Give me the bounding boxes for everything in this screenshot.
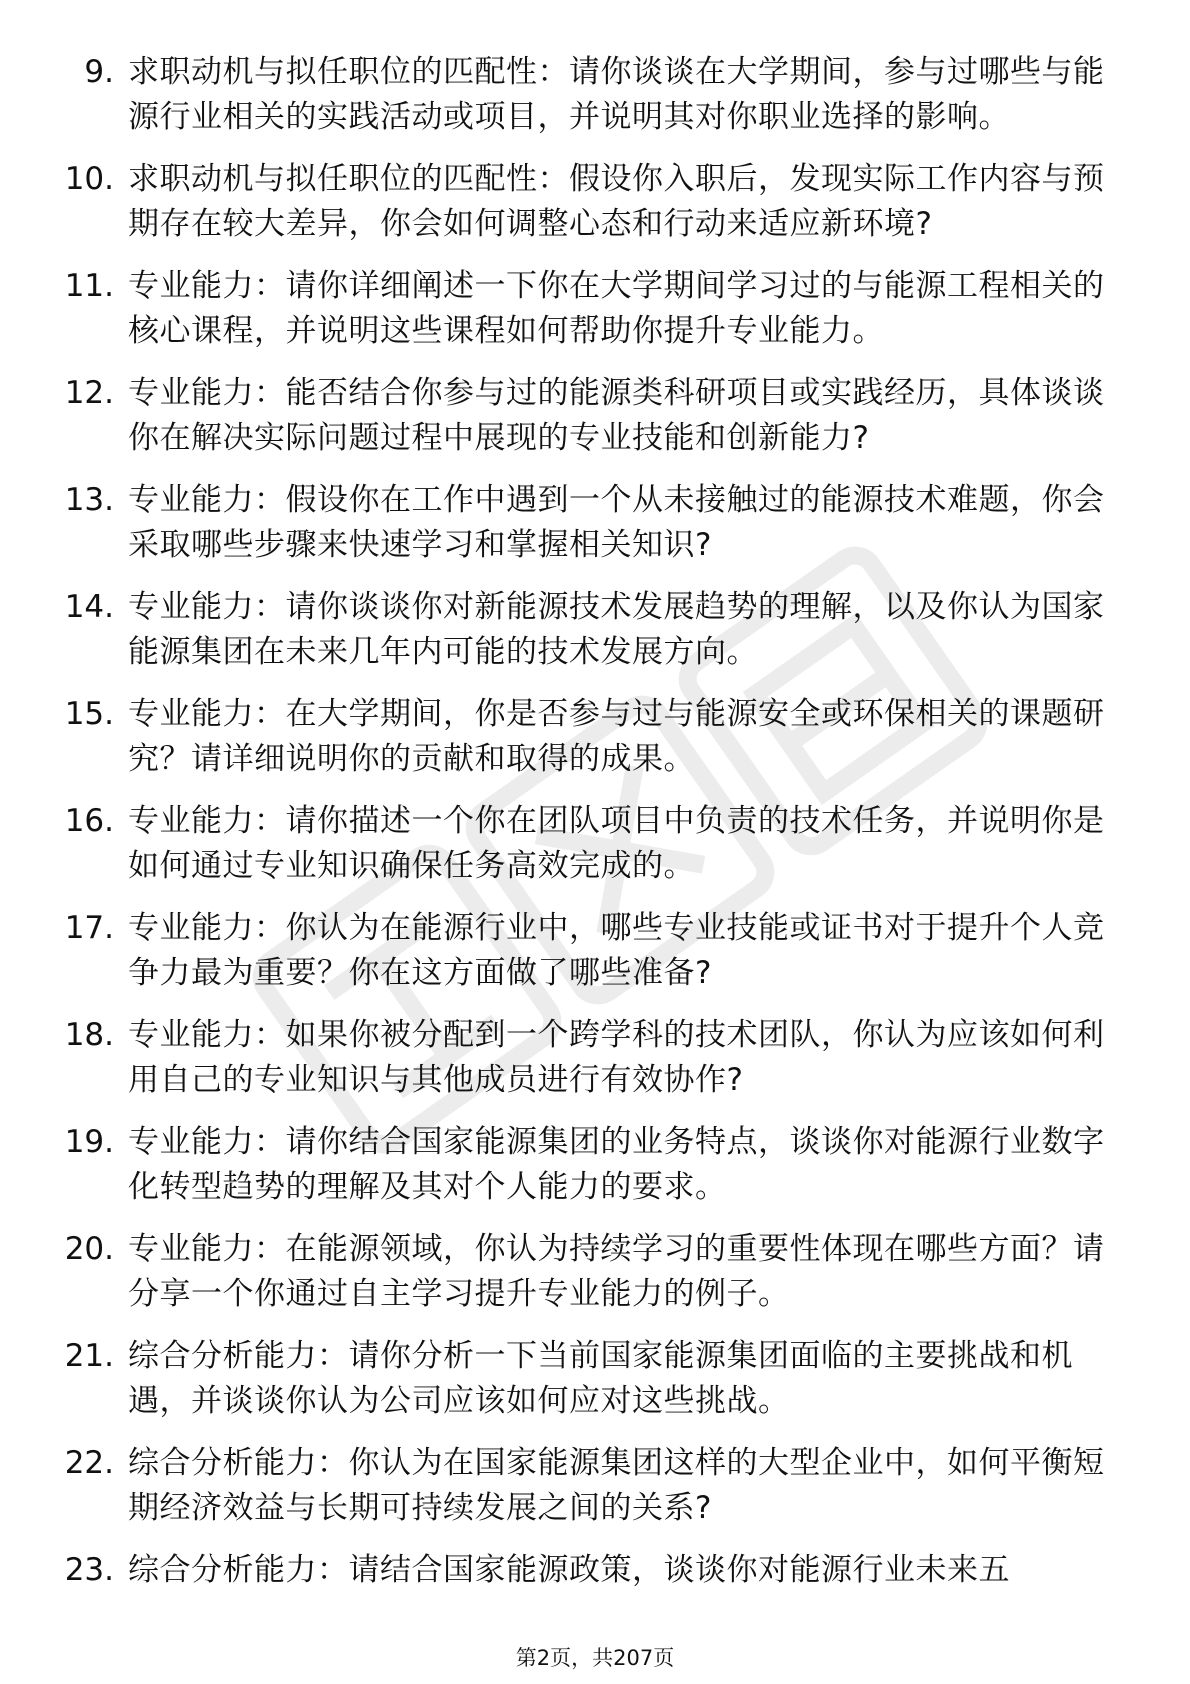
question-number: 21.: [64, 1338, 114, 1374]
question-item: [58, 264, 1118, 354]
question-text: 专业能力：如果你被分配到一个跨学科的技术团队，你认为应该如何利用自己的专业知识与其他成员进行有效协作?: [128, 1017, 1105, 1098]
question-item: [58, 1441, 1118, 1531]
page-footer: 第2页，共207页: [515, 1646, 675, 1670]
question-text: 专业能力：假设你在工作中遇到一个从未接触过的能源技术难题，你会采取哪些步骤来快速学习和掌握相关知识?: [128, 482, 1105, 563]
question-text: 综合分析能力：请结合国家能源政策，谈谈你对能源行业未来五: [128, 1552, 1010, 1588]
question-item: [58, 1013, 1118, 1103]
question-item: [58, 585, 1118, 675]
question-item: [58, 906, 1118, 996]
question-number: 16.: [64, 803, 114, 839]
question-item: [58, 1120, 1118, 1210]
question-number: 9.: [84, 54, 114, 90]
question-text: 专业能力：请你描述一个你在团队项目中负责的技术任务，并说明你是如何通过专业知识确保任务高效完成的。: [128, 803, 1105, 884]
question-text: 专业能力：请你结合国家能源集团的业务特点，谈谈你对能源行业数字化转型趋势的理解及其对个人能力的要求。: [128, 1124, 1105, 1205]
question-number: 15.: [64, 696, 114, 732]
question-number: 20.: [64, 1231, 114, 1267]
question-number: 12.: [64, 375, 114, 411]
question-text: 专业能力：能否结合你参与过的能源类科研项目或实践经历，具体谈谈你在解决实际问题过程中展现的专业技能和创新能力?: [128, 375, 1105, 456]
question-text: 求职动机与拟任职位的匹配性：假设你入职后，发现实际工作内容与预期存在较大差异，你会如何调整心态和行动来适应新环境?: [128, 161, 1105, 242]
question-text: 专业能力：在能源领域，你认为持续学习的重要性体现在哪些方面？请分享一个你通过自主学习提升专业能力的例子。: [128, 1231, 1105, 1312]
question-number: 13.: [64, 482, 114, 518]
question-number: 19.: [64, 1124, 114, 1160]
question-number: 18.: [64, 1017, 114, 1053]
question-text: 专业能力：你认为在能源行业中，哪些专业技能或证书对于提升个人竞争力最为重要？你在这方面做了哪些准备?: [128, 910, 1105, 991]
question-text: 综合分析能力：请你分析一下当前国家能源集团面临的主要挑战和机遇，并谈谈你认为公司应该如何应对这些挑战。: [128, 1338, 1073, 1419]
question-number: 22.: [64, 1445, 114, 1481]
question-item: [58, 478, 1118, 568]
question-item: [58, 1227, 1118, 1317]
question-item: [58, 1548, 1118, 1593]
question-number: 23.: [64, 1552, 114, 1588]
question-list: [58, 50, 1118, 1610]
question-item: [58, 371, 1118, 461]
question-item: [58, 692, 1118, 782]
question-number: 17.: [64, 910, 114, 946]
question-text: 专业能力：在大学期间，你是否参与过与能源安全或环保相关的课题研究？请详细说明你的贡献和取得的成果。: [128, 696, 1105, 777]
question-text: 专业能力：请你详细阐述一下你在大学期间学习过的与能源工程相关的核心课程，并说明这些课程如何帮助你提升专业能力。: [128, 268, 1105, 349]
question-text: 专业能力：请你谈谈你对新能源技术发展趋势的理解，以及你认为国家能源集团在未来几年内可能的技术发展方向。: [128, 589, 1105, 670]
question-text: 综合分析能力：你认为在国家能源集团这样的大型企业中，如何平衡短期经济效益与长期可持续发展之间的关系?: [128, 1445, 1105, 1526]
question-number: 10.: [64, 161, 114, 197]
question-item: [58, 799, 1118, 889]
question-number: 11.: [64, 268, 114, 304]
question-item: [58, 50, 1118, 140]
question-number: 14.: [64, 589, 114, 625]
question-item: [58, 157, 1118, 247]
question-item: [58, 1334, 1118, 1424]
question-text: 求职动机与拟任职位的匹配性：请你谈谈在大学期间，参与过哪些与能源行业相关的实践活动或项目，并说明其对你职业选择的影响。: [128, 54, 1105, 135]
